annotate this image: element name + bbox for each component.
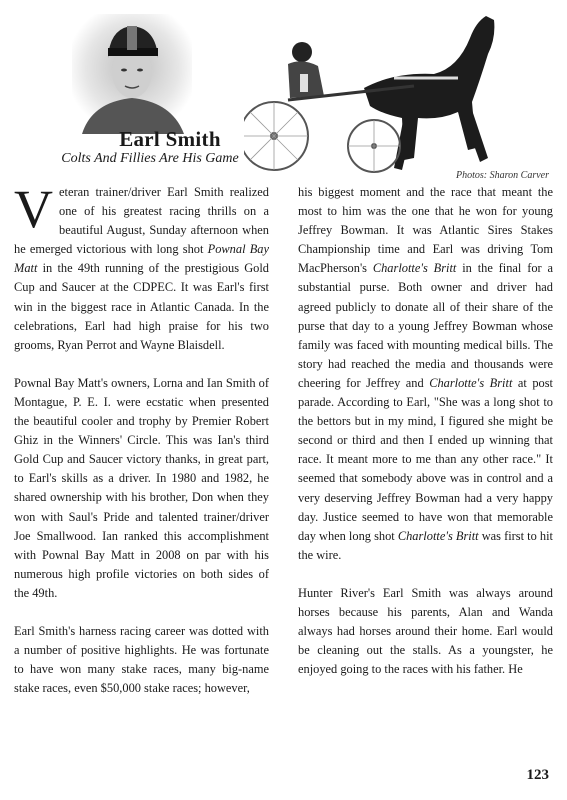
left-column: [14, 179, 269, 717]
paragraph: [298, 183, 553, 565]
photo-credit: Photos: Sharon Carver: [456, 170, 549, 181]
driver-portrait-photo: [72, 14, 192, 134]
paragraph: Hunter River's Earl Smith was always around horses because his parents, Alan and Wanda always had horses around their home. Earl would be cleaning out the stalls. As a youngster, he enjoyed going to the races with his father. He: [298, 585, 553, 677]
paragraph-text: in the final for a substantial purse. Both owner and driver had agreed publicly to donate all of their share of the purse that day to a young Jeffrey Bowman whose family was faced with mounting medical bills. The story had reached the media and thousands were cheering for Jeffrey and: [298, 261, 553, 390]
article-subtitle: Colts And Fillies Are His Game: [61, 151, 239, 166]
horse-name: Charlotte's Britt: [397, 528, 479, 543]
harness-racing-photo: [244, 8, 514, 186]
page-number: 123: [526, 767, 549, 783]
paragraph: [14, 179, 269, 355]
article-title: Earl Smith: [119, 127, 221, 151]
horse-name: Charlotte's Britt: [372, 261, 457, 276]
paragraph-text: was first to hit the wire.: [298, 528, 553, 562]
paragraph: Earl Smith's harness racing career was dotted with a number of positive highlights. He was fortunate to have won many stake races, many big-name stake races, even $50,000 stake races; however,: [14, 623, 269, 696]
horse-name: Charlotte's Britt: [429, 375, 513, 390]
drop-cap: V: [14, 179, 53, 239]
paragraph-text: his biggest moment and the race that meant the most to him was the one that he won for young Jeffrey Bowman. It was Atlantic Sires Stakes Championship time and Earl was driving Tom MacPherson's: [298, 185, 553, 276]
paragraph-text: in the 49th running of the prestigious Gold Cup and Saucer at the CDPEC. It was Earl's first win in the biggest race in Atlantic Canada. In the celebrations, Earl had high praise for his two grooms, Ryan Perrot and Wayne Blaisdell.: [14, 261, 269, 352]
paragraph-text: eteran trainer/driver Earl Smith realized one of his greatest racing thrills on a beautiful August, Sunday afternoon when he emerged victorious with long shot: [14, 185, 269, 257]
paragraph-text: at post parade. According to Earl, "She was a long shot to the bettors but in my mind, I figured she might be second or third and then I ended up winning that race. It meant more to me than any other race." It seemed that somebody above was in control and a very deserving Jeffrey Bowman had a very happy day. Justice seemed to have won that memorable day when long shot: [298, 375, 553, 543]
paragraph: Pownal Bay Matt's owners, Lorna and Ian Smith of Montague, P. E. I. were ecstatic when presented the beautiful cooler and trophy by Premier Robert Ghiz in the Winners' Circle. This was Ian's third Gold Cup and Saucer victory thanks, in great part, to Earl's skills as a driver. In 1980 and 1982, he shared ownership with his brother, Don when they won with Saul's Pride and talented trainer/driver Joe Smallwood. Ian ranked this accomplishment with Pownal Bay Matt in 2008 on par with his numerous high profile victories on both sides of the 49th.: [14, 375, 269, 600]
horse-name: Pownal Bay Matt: [14, 242, 269, 276]
right-column: [298, 183, 553, 698]
